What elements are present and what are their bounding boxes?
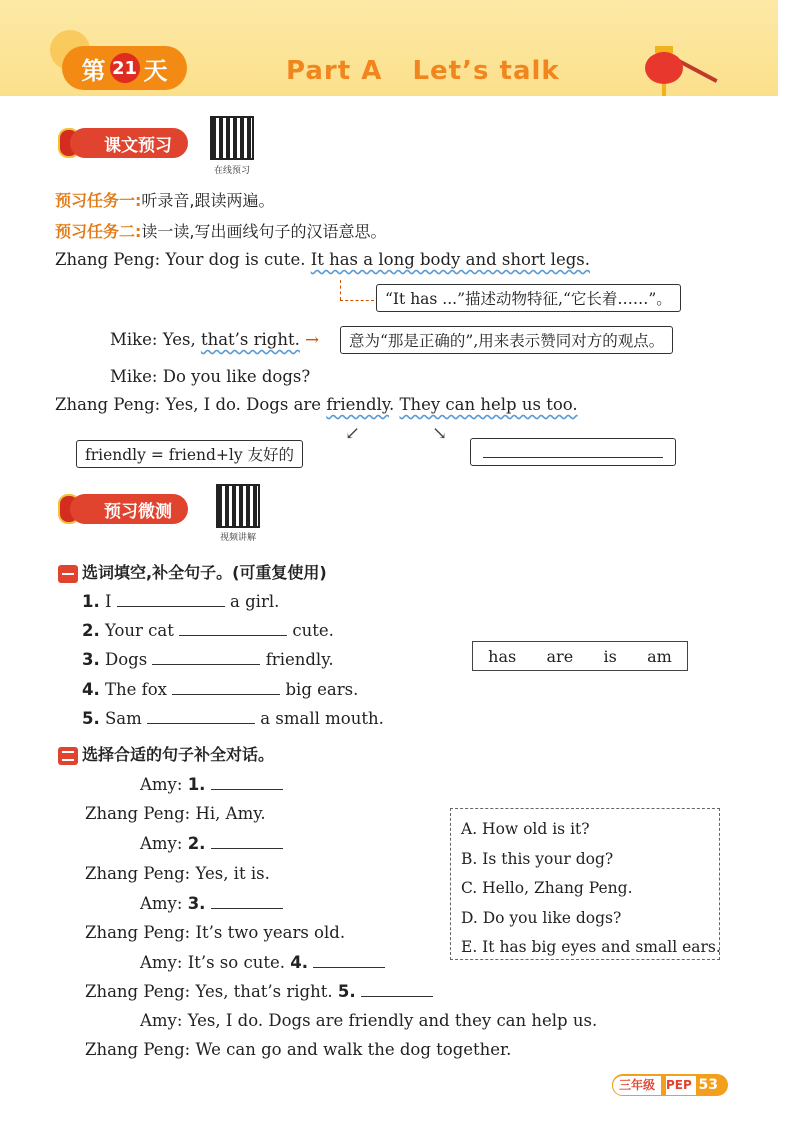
lantern-icon (645, 52, 683, 84)
section-tag-test: 预习微测 (70, 494, 188, 524)
item-number: 5. (82, 709, 100, 728)
options-box (450, 808, 720, 960)
speaker: Zhang Peng: (85, 982, 191, 1001)
speaker: Amy: (140, 775, 183, 794)
underlined-sentence: They can help us too. (399, 395, 578, 414)
blank-line[interactable] (152, 650, 260, 665)
question-2-instruction: 选择合适的句子补全对话。 (82, 745, 275, 764)
item-text: Your cat (105, 621, 174, 640)
day-prefix: 第 (81, 56, 106, 85)
underlined-sentence: It has a long body and short legs. (310, 250, 591, 269)
speaker: Mike: (110, 330, 158, 349)
blank-line[interactable] (361, 982, 433, 997)
item-number: 2. (82, 621, 100, 640)
dialog-line-4 (55, 395, 578, 414)
note-box-3: friendly = friend+ly 友好的 (76, 440, 303, 468)
dialog-row-9 (140, 1011, 597, 1030)
item-text: Dogs (105, 650, 148, 669)
item-text: The fox (105, 680, 167, 699)
question-2-heading (58, 742, 274, 765)
fill-item-1 (82, 592, 279, 611)
task-2-text: 读一读,写出画线句子的汉语意思。 (141, 222, 387, 241)
note-box-1: “It has ...”描述动物特征,“它长着……”。 (376, 284, 681, 312)
blank-line[interactable] (179, 621, 287, 636)
speaker: Zhang Peng: (85, 1040, 191, 1059)
dialog-row-4 (85, 864, 270, 883)
curve-arrow-icon: ↘ (432, 423, 448, 444)
blank-line[interactable] (211, 775, 283, 790)
dialog-text: Do you like dogs? (162, 367, 311, 386)
blank-line[interactable] (117, 592, 225, 607)
note-box-2: 意为“那是正确的”,用来表示赞同对方的观点。 (340, 326, 673, 354)
dialog-row-10 (85, 1040, 511, 1059)
item-text: cute. (292, 621, 334, 640)
item-text: Sam (105, 709, 142, 728)
option-b: B. Is this your dog? (461, 849, 614, 868)
dialog-text: It’s two years old. (195, 923, 346, 942)
question-2-mark-icon (58, 747, 78, 765)
blank-line[interactable] (313, 953, 385, 968)
task-2-label: 预习任务二: (55, 222, 142, 241)
page-number: 53 (698, 1077, 718, 1093)
item-number: 1. (82, 592, 100, 611)
curve-arrow-icon: ↙ (345, 423, 361, 444)
section-tag-preview: 课文预习 (70, 128, 188, 158)
option-e: E. It has big eyes and small ears. (461, 938, 721, 956)
answer-line (483, 457, 663, 458)
item-text: a small mouth. (260, 709, 384, 728)
qr-caption: 视频讲解 (219, 533, 256, 543)
speaker: Zhang Peng: (55, 250, 161, 269)
blank-line[interactable] (172, 680, 280, 695)
blank-line[interactable] (147, 709, 255, 724)
item-text: I (105, 592, 112, 611)
dialog-row-2 (85, 804, 266, 823)
question-1-instruction: 选词填空,补全句子。(可重复使用) (82, 563, 327, 582)
page-footer-badge (612, 1074, 728, 1096)
day-badge (62, 46, 187, 90)
dialog-text: Yes, it is. (195, 864, 270, 883)
fill-item-3 (82, 650, 334, 669)
question-1-mark-icon (58, 565, 78, 583)
blank-line[interactable] (211, 834, 283, 849)
blank-number: 4. (290, 953, 308, 972)
blank-number: 2. (187, 834, 206, 853)
speaker: Zhang Peng: (85, 804, 191, 823)
arrow-right-icon: → (305, 330, 319, 349)
fill-item-5 (82, 709, 384, 728)
dialog-line-1 (55, 250, 590, 269)
speaker: Amy: (140, 1011, 183, 1030)
task-1-text: 听录音,跟读两遍。 (141, 191, 275, 210)
dialog-text: Your dog is cute. (165, 250, 306, 269)
item-text: big ears. (285, 680, 359, 699)
qr-code-icon[interactable] (210, 116, 254, 160)
speaker: Zhang Peng: (85, 864, 191, 883)
arrow-connector-icon (340, 280, 343, 300)
dialog-row-7 (140, 953, 385, 972)
task-1 (55, 188, 275, 211)
dialog-text: We can go and walk the dog together. (195, 1040, 512, 1059)
word-option: is (603, 646, 617, 666)
blank-number: 3. (187, 894, 206, 913)
task-2 (55, 219, 387, 242)
word-option: am (647, 646, 672, 666)
option-d: D. Do you like dogs? (461, 908, 622, 927)
dialog-text: Yes, (162, 330, 196, 349)
speaker: Amy: (140, 953, 183, 972)
page-title: Part A Let’s talk (286, 56, 560, 86)
speaker: Zhang Peng: (55, 395, 161, 414)
arrow-connector-icon (340, 300, 374, 302)
grade-label: 三年级 (612, 1075, 662, 1096)
speaker: Mike: (110, 367, 158, 386)
word-bank (472, 641, 688, 671)
dialog-text: Yes, that’s right. (195, 982, 333, 1001)
dialog-row-3 (140, 834, 283, 853)
option-a: A. How old is it? (461, 820, 590, 838)
item-text: a girl. (230, 592, 280, 611)
qr-caption: 在线预习 (213, 166, 250, 176)
word-option: are (546, 646, 574, 666)
dialog-text: Yes, I do. Dogs are (165, 395, 322, 414)
lantern-tassel-icon (662, 84, 666, 96)
item-number: 4. (82, 680, 100, 699)
dialog-row-5 (140, 894, 283, 913)
dialog-text: Hi, Amy. (195, 804, 266, 823)
dialog-row-8 (85, 982, 433, 1001)
edition-label: PEP (666, 1076, 696, 1095)
dialog-text: Yes, I do. Dogs are friendly and they can help us. (187, 1011, 598, 1030)
dialog-line-3 (110, 367, 310, 386)
blank-number: 5. (337, 982, 356, 1001)
blank-number: 1. (187, 775, 206, 794)
dialog-line-2 (110, 330, 319, 349)
underlined-phrase: that’s right. (200, 330, 300, 349)
item-text: friendly. (265, 650, 334, 669)
fill-item-4 (82, 680, 358, 699)
task-1-label: 预习任务一: (55, 191, 142, 210)
underlined-word: friendly (326, 395, 389, 414)
option-c: C. Hello, Zhang Peng. (461, 879, 633, 897)
fill-item-2 (82, 621, 334, 640)
dialog-row-1 (140, 775, 283, 794)
blank-line[interactable] (211, 894, 283, 909)
answer-box[interactable] (470, 438, 676, 466)
speaker: Amy: (140, 894, 183, 913)
dialog-text: . (388, 395, 395, 414)
speaker: Zhang Peng: (85, 923, 191, 942)
qr-code-icon[interactable] (216, 484, 260, 528)
speaker: Amy: (140, 834, 183, 853)
day-suffix: 天 (143, 56, 168, 85)
word-option: has (488, 646, 517, 666)
dialog-text: It’s so cute. (187, 953, 285, 972)
item-number: 3. (82, 650, 100, 669)
dialog-row-6 (85, 923, 345, 942)
day-number: 21 (110, 53, 140, 83)
question-1-heading (58, 560, 327, 583)
